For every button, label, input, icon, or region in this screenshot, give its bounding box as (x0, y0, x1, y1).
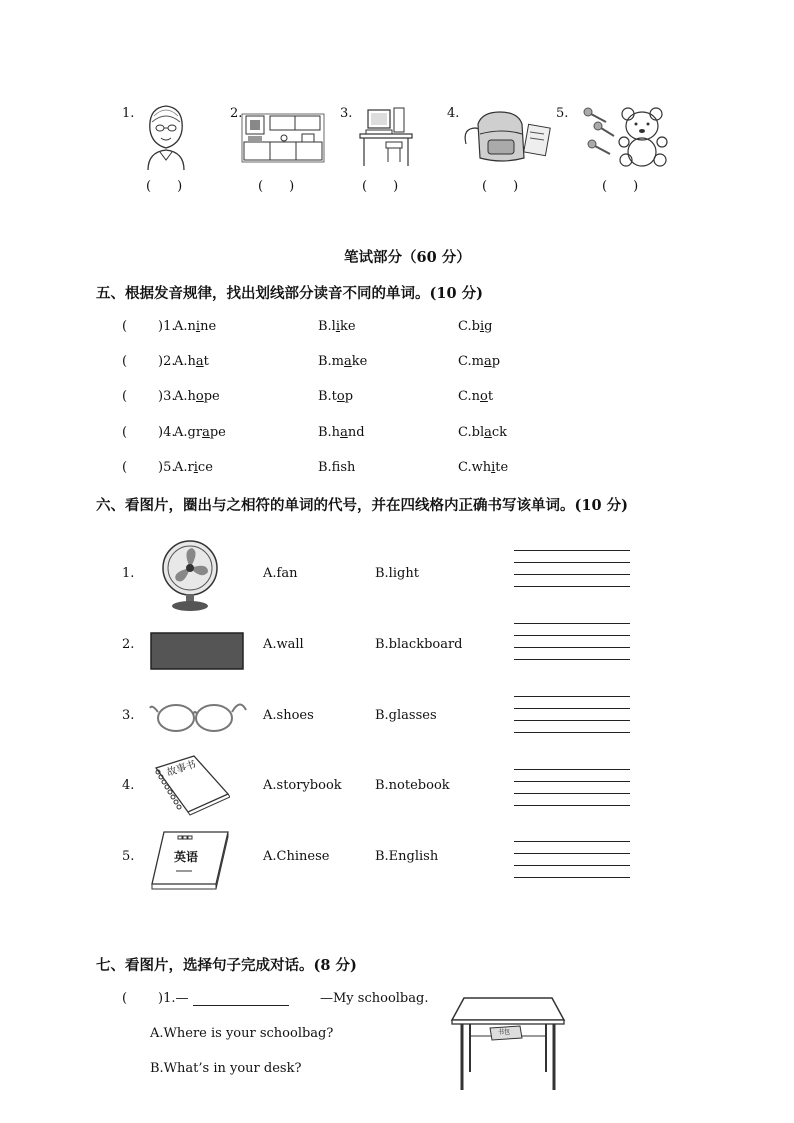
option-a: A.nine (174, 319, 217, 334)
option-b: B.light (375, 566, 419, 581)
question-number: 4. (122, 778, 135, 793)
answer-paren: ( ) (362, 179, 399, 194)
computer-desk-icon (358, 106, 414, 168)
question-number: )2. (158, 354, 176, 369)
option-a: A.hope (174, 389, 220, 404)
english-book-icon (150, 826, 230, 892)
picture-number: 3. (340, 106, 353, 121)
option-c: C.big (458, 319, 493, 334)
option-a: A.storybook (263, 778, 342, 793)
option-b: B.hand (318, 425, 365, 440)
option-b: B.English (375, 849, 439, 864)
option-c: C.white (458, 460, 509, 475)
four-line-grid[interactable] (514, 769, 630, 817)
section5-title: 五、根据发音规律，找出划线部分读音不同的单词。(10 分) (96, 285, 483, 302)
answer-paren: ( ) (602, 179, 639, 194)
answer-paren-open: ( (122, 319, 128, 334)
section5-row (122, 319, 127, 334)
picture-number: 4. (447, 106, 460, 121)
answer-paren: ( ) (482, 179, 519, 194)
question-number: 2. (122, 637, 135, 652)
question-number: 5. (122, 849, 135, 864)
desk-book-label: 书包 (498, 1029, 511, 1036)
option-a: A.wall (263, 637, 304, 652)
option-b: B.fsh (318, 460, 356, 475)
question-number: )5. (158, 460, 176, 475)
four-line-grid[interactable] (514, 550, 630, 598)
option-b: B.What’s in your desk? (150, 1061, 302, 1076)
answer-paren-open: ( (122, 354, 128, 369)
book-cover-label: 英语 (174, 850, 199, 864)
option-b: B.make (318, 354, 368, 369)
schoolbag-icon (462, 108, 552, 166)
question-number: )4. (158, 425, 176, 440)
picture-number: 2. (230, 106, 243, 121)
blackboard-icon (150, 632, 244, 670)
option-c: C.map (458, 354, 501, 369)
question-number: )3. (158, 389, 176, 404)
four-line-grid[interactable] (514, 623, 630, 671)
picture-number: 5. (556, 106, 569, 121)
option-a: A.grape (174, 425, 226, 440)
option-a: A.Where is your schoolbag? (150, 1026, 334, 1041)
question-number: )1.— (158, 991, 189, 1006)
option-c: C.not (458, 389, 494, 404)
dialogue-answer: —My schoolbag. (320, 991, 429, 1006)
option-a: A.hat (174, 354, 209, 369)
answer-paren: ( ) (146, 179, 183, 194)
answer-paren-open: ( (122, 389, 128, 404)
option-c: C.black (458, 425, 508, 440)
desk-icon (450, 996, 566, 1092)
answer-paren-open: ( (122, 991, 128, 1006)
option-a: A.fan (263, 566, 298, 581)
kitchen-icon (240, 112, 326, 164)
grandma-icon (140, 100, 190, 172)
answer-blank[interactable] (193, 991, 289, 1010)
written-part-title: 笔试部分（60 分） (344, 249, 471, 266)
four-line-grid[interactable] (514, 841, 630, 889)
option-a: A.shoes (263, 708, 314, 723)
book-cover-label: 故事书 (165, 759, 198, 779)
fan-icon (160, 538, 220, 612)
option-a: A.rice (174, 460, 213, 475)
glasses-icon (148, 694, 248, 736)
question-number: )1. (158, 319, 176, 334)
picture-number: 1. (122, 106, 135, 121)
question-number: 1. (122, 566, 135, 581)
option-a: A.Chinese (263, 849, 330, 864)
section6-title: 六、看图片，圈出与之相符的单词的代号，并在四线格内正确书写该单词。(10 分) (96, 497, 628, 514)
question-number: 3. (122, 708, 135, 723)
option-b: B.notebook (375, 778, 450, 793)
section7-title: 七、看图片，选择句子完成对话。(8 分) (96, 957, 357, 974)
answer-paren-open: ( (122, 425, 128, 440)
answer-paren-open: ( (122, 460, 128, 475)
keys-bear-icon (580, 104, 672, 168)
option-b: B.glasses (375, 708, 437, 723)
four-line-grid[interactable] (514, 696, 630, 744)
storybook-icon (150, 754, 230, 816)
option-b: B.like (318, 319, 356, 334)
option-b: B.top (318, 389, 354, 404)
option-b: B.blackboard (375, 637, 463, 652)
answer-paren: ( ) (258, 179, 295, 194)
